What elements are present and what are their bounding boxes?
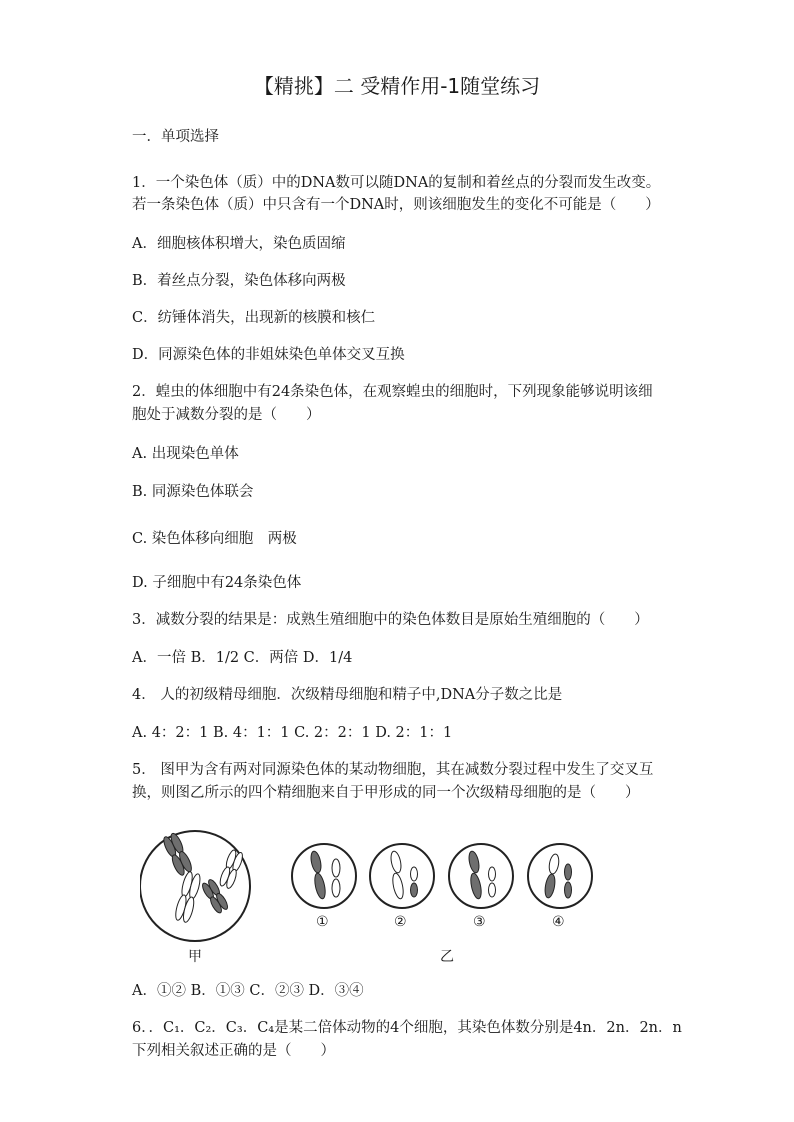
cell-number-4: ④	[552, 914, 565, 930]
q6-stem-line-1: 6．．C₁．C₂．C₃．C₄是某二倍体动物的4个细胞，其染色体数分别是4n．2n．2n．n	[132, 1020, 682, 1036]
q4-options: A. 4：2：1 B. 4：1：1 C. 2：2：1 D. 2：1：1	[132, 725, 453, 741]
page-title: 【精挑】二 受精作用-1随堂练习	[253, 74, 541, 98]
q5-options: A．①② B．①③ C．②③ D．③④	[132, 983, 364, 999]
cell-1	[292, 844, 356, 908]
q3-stem: 3．减数分裂的结果是：成熟生殖细胞中的染色体数目是原始生殖细胞的（ ）	[132, 612, 649, 628]
cell-number-3: ③	[473, 914, 486, 930]
cell-number-1: ①	[316, 914, 329, 930]
q6-stem-line-2: 下列相关叙述正确的是（ ）	[132, 1043, 335, 1059]
q2-option-b: B. 同源染色体联会	[132, 484, 254, 500]
q1-stem-line-1: 1．一个染色体（质）中的DNA数可以随DNA的复制和着丝点的分裂而发生改变。	[132, 175, 661, 191]
q3-options: A．一倍 B．1/2 C．两倍 D．1/4	[132, 650, 353, 666]
section-heading: 一．单项选择	[132, 129, 219, 145]
q2-stem-line-2: 胞处于减数分裂的是（ ）	[132, 407, 321, 423]
q2-option-a: A. 出现染色单体	[132, 446, 239, 462]
chromosome-figure	[140, 828, 600, 968]
cell-jia	[140, 831, 250, 941]
q1-option-c: C．纺锤体消失，出现新的核膜和核仁	[132, 310, 376, 326]
figure-drawing	[140, 828, 600, 968]
cell-3	[449, 844, 513, 908]
q1-option-a: A．细胞核体积增大，染色质固缩	[132, 236, 346, 252]
cell-number-2: ②	[394, 914, 407, 930]
q5-stem-line-2: 换，则图乙所示的四个精细胞来自于甲形成的同一个次级精母细胞的是（ ）	[132, 785, 640, 801]
q4-stem: 4． 人的初级精母细胞．次级精母细胞和精子中,DNA分子数之比是	[132, 687, 563, 703]
q2-stem-line-1: 2．蝗虫的体细胞中有24条染色体，在观察蝗虫的细胞时，下列现象能够说明该细	[132, 384, 653, 400]
cell-4	[528, 844, 592, 908]
q1-stem-line-2: 若一条染色体（质）中只含有一个DNA时，则该细胞发生的变化不可能是（ ）	[132, 197, 660, 213]
q1-option-b: B．着丝点分裂，染色体移向两极	[132, 273, 346, 289]
q2-option-c: C. 染色体移向细胞 两极	[132, 531, 297, 547]
label-yi: 乙	[440, 949, 454, 965]
q2-option-d: D. 子细胞中有24条染色体	[132, 575, 302, 591]
label-jia: 甲	[188, 949, 202, 965]
cell-2	[370, 844, 434, 908]
q1-option-d: D．同源染色体的非姐妹染色单体交叉互换	[132, 347, 405, 363]
q5-stem-line-1: 5． 图甲为含有两对同源染色体的某动物细胞，其在减数分裂过程中发生了交叉互	[132, 762, 654, 778]
